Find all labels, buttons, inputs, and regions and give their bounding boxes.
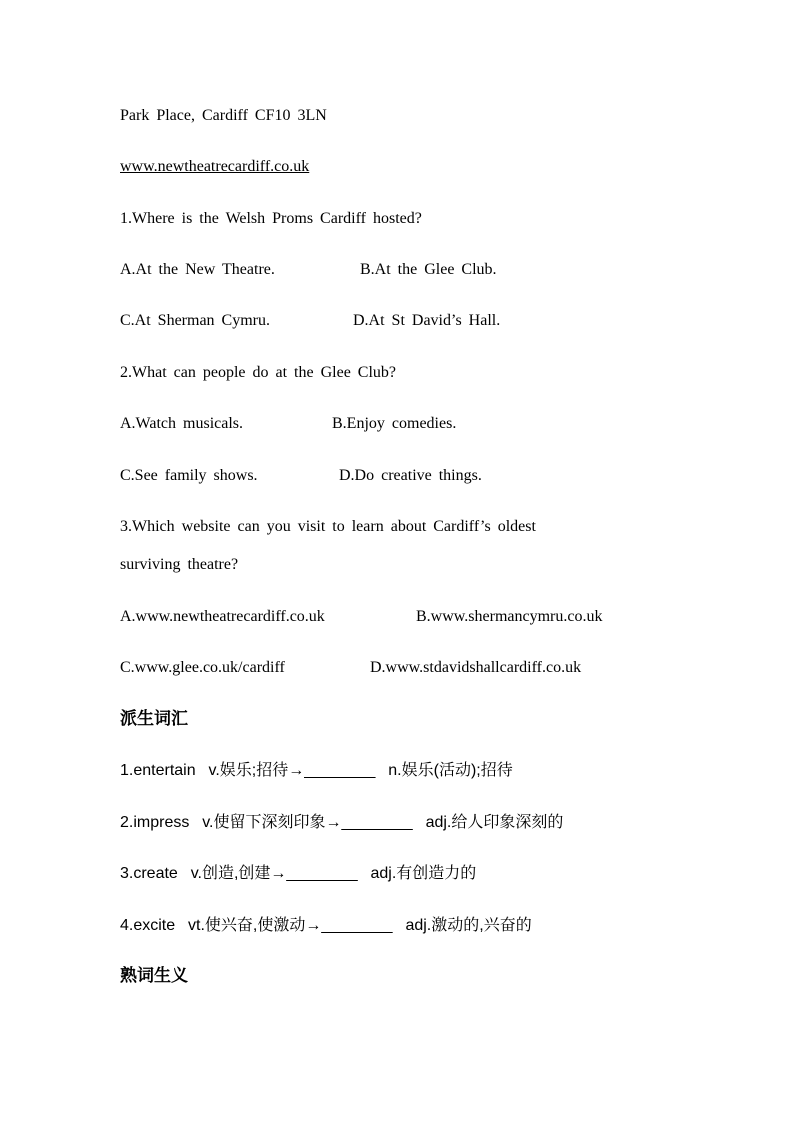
vocab-item-3: 3.create v.创造,创建→________ adj.有创造力的: [120, 865, 477, 882]
question-1-option-a: A.At the New Theatre.: [120, 261, 275, 278]
question-2-option-a: A.Watch musicals.: [120, 415, 244, 432]
vocab-item-4: 4.excite vt.使兴奋,使激动→________ adj.激动的,兴奋的: [120, 917, 532, 934]
question-3-option-c: C.www.glee.co.uk/cardiff: [120, 659, 285, 676]
question-3-option-b: B.www.shermancymru.co.uk: [416, 608, 603, 625]
website-link[interactable]: www.newtheatrecardiff.co.uk: [120, 158, 310, 175]
question-3-stem-line1: 3.Which website can you visit to learn about Cardiff’s oldest: [120, 518, 536, 535]
question-2-option-c: C.See family shows.: [120, 467, 258, 484]
question-1-option-d: D.At St David’s Hall.: [353, 312, 501, 329]
question-3-option-d: D.www.stdavidshallcardiff.co.uk: [370, 659, 582, 676]
vocab-item-2: 2.impress v.使留下深刻印象→________ adj.给人印象深刻的: [120, 814, 564, 831]
address: Park Place, Cardiff CF10 3LN: [120, 107, 327, 124]
section-heading-derived: 派生词汇: [120, 709, 188, 729]
question-2-option-b: B.Enjoy comedies.: [332, 415, 457, 432]
question-2-option-d: D.Do creative things.: [339, 467, 482, 484]
vocab-item-1: 1.entertain v.娱乐;招待→________ n.娱乐(活动);招待: [120, 762, 513, 779]
question-1-stem: 1.Where is the Welsh Proms Cardiff hosted?: [120, 210, 422, 227]
question-2-stem: 2.What can people do at the Glee Club?: [120, 364, 397, 381]
question-1-option-b: B.At the Glee Club.: [360, 261, 497, 278]
section-heading-familiar: 熟词生义: [120, 966, 188, 986]
question-1-option-c: C.At Sherman Cymru.: [120, 312, 270, 329]
question-3-stem-line2: surviving theatre?: [120, 556, 239, 573]
question-3-option-a: A.www.newtheatrecardiff.co.uk: [120, 608, 325, 625]
